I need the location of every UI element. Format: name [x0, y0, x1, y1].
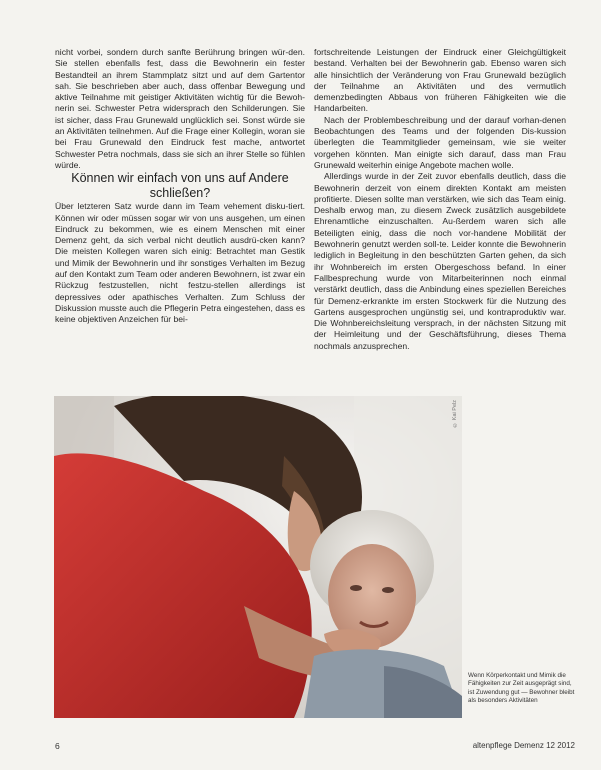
page-number: 6	[55, 741, 60, 751]
article-paragraph: fortschreitende Leistungen der Eindruck einer Gleichgültigkeit bestand. Verhalten bei der Bewohnerin gab. Ebenso waren sich alle hinsichtlich der Veränderung von Frau Grunewald bezüglich der Teilnahme an Aktivitäten und des vermutlich demenzbedingten Abbaus von früheren Fähigkeiten wie die Handarbeiten.	[314, 47, 566, 114]
article-column-right	[314, 47, 566, 352]
photo-credit: © Kai Pelz	[452, 400, 458, 428]
article-subheading: Können wir einfach von uns auf Andere schließen?	[71, 171, 289, 201]
article-paragraph: Über letzteren Satz wurde dann im Team vehement disku-tiert. Können wir oder müssen sogar wir von uns ausgehen, um einen Eindruck zu bekommen, wie es einem Menschen mit einer Demenz geht, da sich verbal nicht deutlich ausdrü-cken kann? Die meisten Kollegen waren sich einig: Betrachtet man Gestik und Mimik der Bewohnerin und ihr sonstiges Verhalten im Bezug auf den Kontakt zum Team oder anderen Bewohnern, ist zwar ein Rückzug festzustellen, nicht festzu-stellen allerdings ist depressives oder apathisches Verhalten. Zum Schluss der Diskussion musste auch die Pflegerin Petra eingestehen, dass es keine objektiven Anzeichen für bei-	[55, 201, 305, 325]
photo-illustration	[54, 396, 462, 718]
magazine-footer: altenpflege Demenz 12 2012	[472, 741, 575, 750]
article-paragraph: Allerdings wurde in der Zeit zuvor ebenfalls deutlich, dass die Bewohnerin derzeit von einem direkten Kontakt am meisten profitierte. Diesen sollte man verstärken, wie sich das Team einig. Deshalb erwog man, zu diesem Zweck zusätzlich ausgebildete Ehrenamtliche einzuschalten. Au-ßerdem waren sich alle Beteiligten einig, dass die noch vor-handene Mobilität der Bewohnerin genutzt werden soll-te. Leider konnte die Bewohnerin lediglich in Begleitung in den beschützten Garten gehen, da sich ihr Wohnbereich im ersten Obergeschoss befand. In einer Fallbesprechung wurde von Mitarbeiterinnen noch einmal verstärkt deutlich, dass die Anbindung eines speziellen Bereiches für Demenz-erkrankte im ersten Stockwerk für die Nutzung des Gartens ausgesprochen ungünstig sei, und kontraproduktiv war. Die Wohnbereichsleitung versprach, in der nächsten Sitzung mit der Heimleitung und der Geschäftsführung, dieses Thema nochmals anzusprechen.	[314, 171, 566, 351]
article-photo	[54, 396, 462, 718]
article-paragraph: Nach der Problembeschreibung und der darauf vorhan-denen Beobachtungen des Teams und der folgenden Dis-kussion überlegten die Teammitglieder gemeinsam, wie sie weiter vorgehen könnten. Man einigte sich darauf, dass man Frau Grunewald weiterhin einige Angebote machen wolle.	[314, 114, 566, 170]
photo-caption: Wenn Körperkontakt und Mimik die Fähigkeiten zur Zeit ausgeprägt sind, ist Zuwendung gut — Bewohner bleibt als besonders Aktivitäten	[468, 672, 575, 705]
article-column-left	[55, 47, 305, 326]
article-paragraph: nicht vorbei, sondern durch sanfte Berührung bringen wür-den. Sie stellen ebenfalls fest, dass die Bewohnerin ein fester Bestandteil an ihrem Stammplatz sitzt und auf dem Gartentor sah. Sie beschrieben aber auch, dass offenbar Bewegung und aktive Teilnahme mit geistiger Aktivitäten wichtig für die Bewoh-nerin sei. Schwester Petra widersprach den Schilderungen. Sie ist sicher, dass Frau Grunewald unglücklich sei. Sonst würde sie an Aktivitäten teilnehmen. Auf die Frage einer Kollegin, woran sie bei Frau Grunewald den Eindruck fest mache, antwortet Schwester Petra nochmals, dass sie sich an ihrer Stelle so fühlen würde.	[55, 47, 305, 170]
